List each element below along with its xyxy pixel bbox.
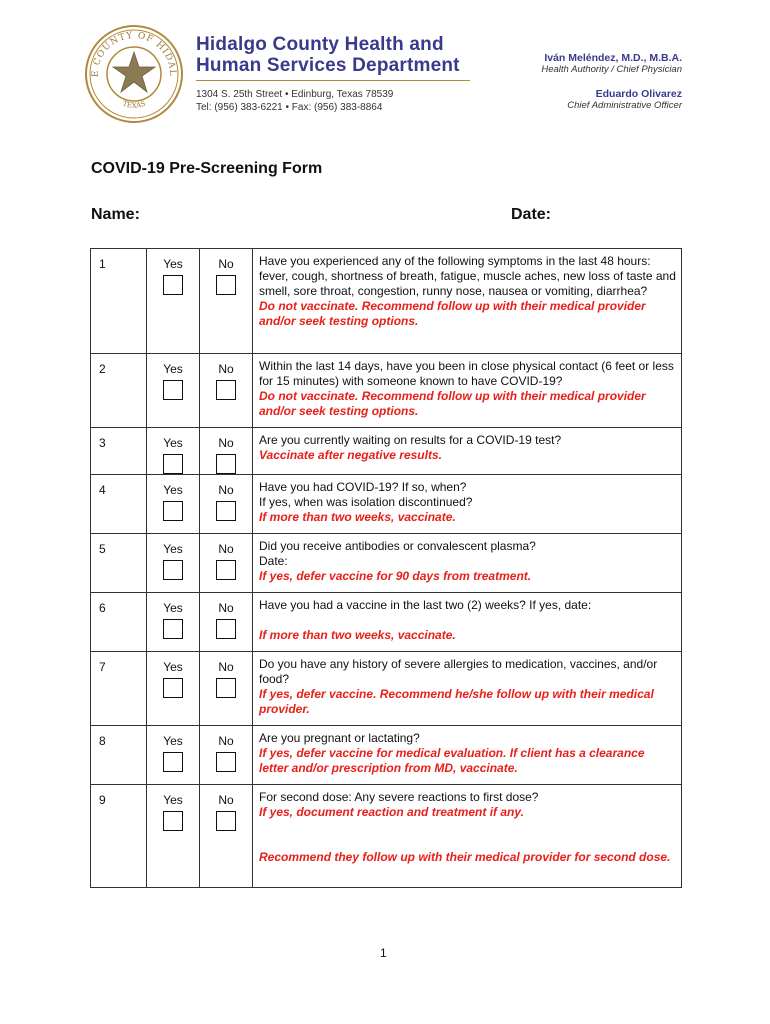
yes-option [147,726,200,785]
no-option [200,475,253,534]
no-checkbox[interactable] [216,560,236,580]
organization-phone: Tel: (956) 383-6221 • Fax: (956) 383-8864 [196,102,383,113]
instruction-note: If more than two weeks, vaccinate. [259,510,456,524]
question-number: 3 [91,428,147,475]
yes-option [147,428,200,475]
no-checkbox[interactable] [216,380,236,400]
question-text: Do you have any history of severe allergies to medication, vaccines, and/or food? [259,657,658,686]
instruction-note: If yes, defer vaccine for 90 days from treatment. [259,569,532,583]
yes-label: Yes [163,257,183,271]
yes-checkbox[interactable] [163,678,183,698]
yes-label: Yes [163,483,183,497]
organization-name-line2: Human Services Department [196,55,460,76]
question-cell [253,249,682,354]
no-label: No [218,362,234,376]
no-option [200,249,253,354]
official-administrative-officer [567,88,682,111]
question-number: 9 [91,785,147,888]
no-label: No [218,436,234,450]
question-row [91,354,682,428]
official-health-authority [541,52,682,75]
official-title: Chief Administrative Officer [567,100,682,111]
question-number: 2 [91,354,147,428]
instruction-note: Do not vaccinate. Recommend follow up with their medical provider and/or seek testing options. [259,299,646,328]
question-number: 5 [91,534,147,593]
no-option [200,652,253,726]
no-label: No [218,257,234,271]
question-row [91,652,682,726]
organization-address: 1304 S. 25th Street • Edinburg, Texas 78539 [196,89,394,100]
question-cell [253,785,682,888]
yes-option [147,475,200,534]
question-row [91,593,682,652]
yes-label: Yes [163,601,183,615]
question-text: Are you pregnant or lactating? [259,731,420,745]
question-text: Have you had COVID-19? If so, when? [259,480,467,494]
no-checkbox[interactable] [216,678,236,698]
instruction-note: Vaccinate after negative results. [259,448,442,462]
organization-name [196,34,460,76]
no-option [200,428,253,475]
svg-text:TEXAS: TEXAS [121,99,147,110]
question-cell [253,652,682,726]
yes-checkbox[interactable] [163,619,183,639]
question-cell [253,726,682,785]
instruction-note: If more than two weeks, vaccinate. [259,628,456,642]
yes-checkbox[interactable] [163,752,183,772]
no-checkbox[interactable] [216,275,236,295]
yes-option [147,249,200,354]
question-text: Did you receive antibodies or convalescent plasma? [259,539,536,553]
question-text: For second dose: Any severe reactions to first dose? [259,790,539,804]
page-number: 1 [380,946,387,960]
official-name: Iván Meléndez, M.D., M.B.A. [544,52,682,64]
official-title: Health Authority / Chief Physician [541,64,682,75]
no-label: No [218,542,234,556]
instruction-note: If yes, defer vaccine. Recommend he/she follow up with their medical provider. [259,687,654,716]
no-option [200,354,253,428]
question-row [91,475,682,534]
yes-checkbox[interactable] [163,560,183,580]
question-row [91,726,682,785]
instruction-note: If yes, document reaction and treatment if any. [259,805,524,819]
yes-label: Yes [163,793,183,807]
question-text: Within the last 14 days, have you been in close physical contact (6 feet or less for 15 minutes) with someone known to have COVID-19? [259,359,674,388]
yes-checkbox[interactable] [163,275,183,295]
no-label: No [218,601,234,615]
spacer [259,820,677,850]
name-field-label[interactable]: Name: [91,206,140,223]
yes-checkbox[interactable] [163,501,183,521]
yes-label: Yes [163,542,183,556]
yes-label: Yes [163,436,183,450]
no-label: No [218,660,234,674]
question-subtext: If yes, when was isolation discontinued? [259,495,473,509]
yes-option [147,534,200,593]
question-number: 4 [91,475,147,534]
no-option [200,726,253,785]
question-row [91,428,682,475]
instruction-note: If yes, defer vaccine for medical evaluation. If client has a clearance letter and/or prescription from MD, vaccinate. [259,746,645,775]
question-number: 6 [91,593,147,652]
no-option [200,534,253,593]
no-checkbox[interactable] [216,454,236,474]
question-cell [253,534,682,593]
date-field-label[interactable]: Date: [511,206,552,223]
question-text: Have you experienced any of the following symptoms in the last 48 hours: fever, cough, shortness of breath, fatigue, muscle aches, new loss of taste and smell, sore throat, congestion, runny nose, nausea or vomiting, diarrhea? [259,254,676,298]
yes-label: Yes [163,734,183,748]
no-label: No [218,793,234,807]
form-title: COVID-19 Pre-Screening Form [91,160,323,177]
yes-checkbox[interactable] [163,454,183,474]
question-cell [253,475,682,534]
instruction-note-secondary: Recommend they follow up with their medical provider for second dose. [259,850,671,864]
question-number: 1 [91,249,147,354]
header-divider [196,80,470,81]
question-text: Are you currently waiting on results for a COVID-19 test? [259,433,562,447]
screening-table [90,248,682,888]
organization-name-line1: Hidalgo County Health and [196,34,444,55]
yes-label: Yes [163,660,183,674]
question-row [91,249,682,354]
yes-option [147,652,200,726]
question-subtext: Date: [259,554,288,568]
question-cell [253,428,682,475]
no-option [200,593,253,652]
question-cell [253,593,682,652]
question-row [91,534,682,593]
no-checkbox[interactable] [216,501,236,521]
yes-label: Yes [163,362,183,376]
no-option [200,785,253,888]
yes-option [147,354,200,428]
spacer [259,613,677,628]
no-checkbox[interactable] [216,811,236,831]
yes-checkbox[interactable] [163,380,183,400]
yes-option [147,785,200,888]
no-label: No [218,483,234,497]
no-label: No [218,734,234,748]
yes-checkbox[interactable] [163,811,183,831]
organization-contact [196,88,393,114]
question-text: Have you had a vaccine in the last two (2) weeks? If yes, date: [259,598,592,612]
no-checkbox[interactable] [216,752,236,772]
instruction-note: Do not vaccinate. Recommend follow up with their medical provider and/or seek testing options. [259,389,646,418]
question-number: 7 [91,652,147,726]
question-row [91,785,682,888]
question-cell [253,354,682,428]
no-checkbox[interactable] [216,619,236,639]
county-seal-logo [84,24,184,124]
yes-option [147,593,200,652]
official-name: Eduardo Olivarez [595,88,682,100]
svg-text:THE COUNTY OF HIDALGO: E COUNTY OF HIDAL [90,30,178,78]
question-number: 8 [91,726,147,785]
